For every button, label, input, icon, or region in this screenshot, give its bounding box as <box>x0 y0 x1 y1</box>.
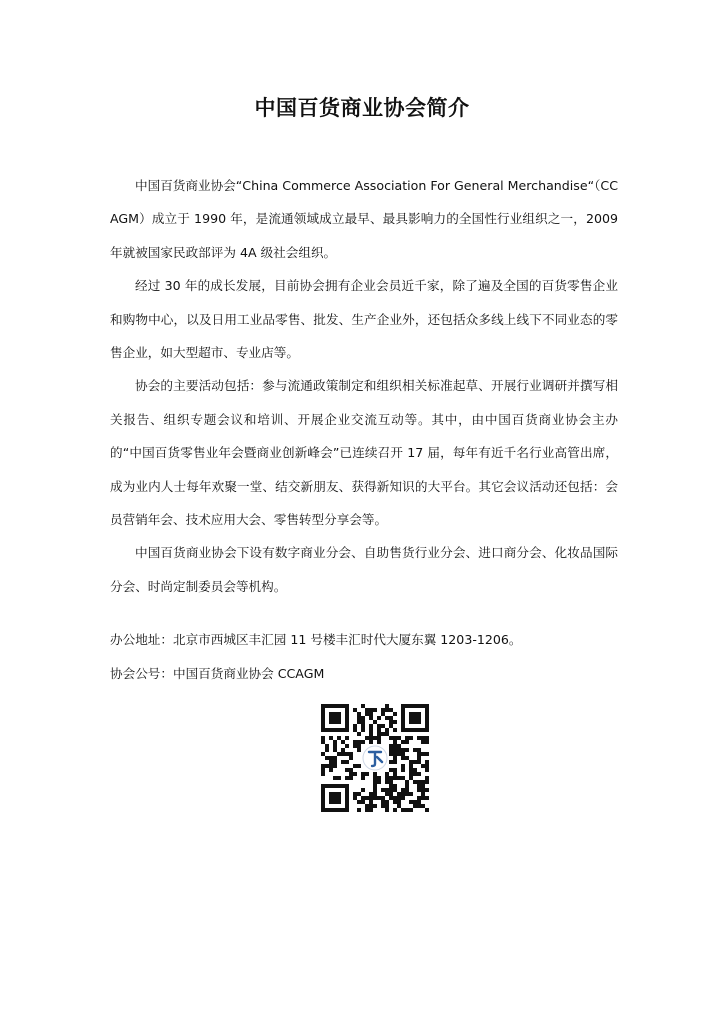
qr-module <box>393 712 397 716</box>
qr-module <box>369 724 373 728</box>
qr-module <box>353 772 357 776</box>
qr-module <box>365 712 369 716</box>
qr-module <box>365 708 369 712</box>
qr-module <box>413 780 417 784</box>
qr-module <box>385 732 389 736</box>
qr-module <box>373 776 377 780</box>
qr-module <box>417 736 421 740</box>
qr-module <box>341 752 345 756</box>
qr-module <box>353 724 357 728</box>
qr-module <box>393 800 397 804</box>
qr-module <box>361 788 365 792</box>
qr-module <box>357 732 361 736</box>
qr-module <box>389 744 393 748</box>
qr-module <box>425 760 429 764</box>
qr-module <box>385 792 389 796</box>
qr-module <box>373 772 377 776</box>
qr-module <box>413 804 417 808</box>
qr-module <box>377 736 381 740</box>
qr-module <box>337 752 341 756</box>
qr-module <box>353 792 357 796</box>
qr-module <box>425 764 429 768</box>
qr-module <box>333 776 337 780</box>
qr-module <box>321 764 325 768</box>
qr-module <box>381 796 385 800</box>
qr-module <box>409 776 413 780</box>
qr-module <box>409 736 413 740</box>
qr-module <box>349 776 353 780</box>
qr-module <box>405 808 409 812</box>
qr-module <box>365 736 369 740</box>
qr-module <box>333 756 337 760</box>
qr-module <box>401 752 405 756</box>
qr-module <box>361 704 365 708</box>
qr-module <box>361 796 365 800</box>
qr-module <box>421 796 425 800</box>
qr-module <box>409 760 413 764</box>
qr-module <box>417 784 421 788</box>
qr-module <box>361 728 365 732</box>
qr-module <box>417 800 421 804</box>
qr-module <box>409 768 413 772</box>
qr-module <box>377 728 381 732</box>
qr-module <box>321 752 325 756</box>
qr-module <box>393 756 397 760</box>
qr-module <box>377 740 381 744</box>
qr-module <box>405 792 409 796</box>
qr-module <box>361 720 365 724</box>
qr-module <box>385 776 389 780</box>
qr-module <box>377 776 381 780</box>
qr-module <box>409 772 413 776</box>
qr-module <box>381 708 385 712</box>
qr-module <box>393 760 397 764</box>
qr-module <box>389 796 393 800</box>
qr-module <box>425 796 429 800</box>
qr-module <box>397 736 401 740</box>
qr-module <box>369 732 373 736</box>
qr-module <box>373 720 377 724</box>
qr-module <box>369 712 373 716</box>
qr-module <box>393 776 397 780</box>
qr-module <box>425 740 429 744</box>
page-title: 中国百货商业协会简介 <box>254 96 470 120</box>
qr-module <box>325 744 329 748</box>
qr-module <box>413 800 417 804</box>
qr-module <box>397 776 401 780</box>
qr-module <box>405 740 409 744</box>
qr-module <box>385 804 389 808</box>
qr-module <box>369 792 373 796</box>
qr-module <box>381 732 385 736</box>
qr-module <box>397 792 401 796</box>
qr-module <box>389 736 393 740</box>
qr-module <box>321 736 325 740</box>
qr-module <box>401 792 405 796</box>
qr-module <box>389 780 393 784</box>
qr-module <box>361 740 365 744</box>
qr-module <box>425 780 429 784</box>
qr-module <box>393 720 397 724</box>
qr-module <box>349 768 353 772</box>
qr-module <box>365 808 369 812</box>
qr-module <box>325 756 329 760</box>
qr-module <box>425 808 429 812</box>
qr-module <box>417 804 421 808</box>
qr-module <box>397 748 401 752</box>
qr-module <box>329 756 333 760</box>
qr-module <box>369 736 373 740</box>
qr-module <box>369 796 373 800</box>
paragraph-branches: 中国百货商业协会下设有数字商业分会、自助售货行业分会、进口商分会、化妆品国际分会、时尚定制委员会等机构。 <box>110 545 618 594</box>
qr-module <box>417 752 421 756</box>
qr-module <box>389 788 393 792</box>
qr-module <box>393 768 397 772</box>
qr-module <box>357 712 361 716</box>
qr-module <box>385 716 389 720</box>
qr-module <box>333 744 337 748</box>
qr-module <box>421 736 425 740</box>
qr-module <box>341 740 345 744</box>
qr-module <box>373 796 377 800</box>
qr-module <box>421 788 425 792</box>
qr-module <box>377 780 381 784</box>
qr-module <box>417 756 421 760</box>
qr-module <box>349 756 353 760</box>
qr-module <box>385 808 389 812</box>
qr-module <box>393 796 397 800</box>
qr-module <box>385 772 389 776</box>
qr-module <box>421 780 425 784</box>
qr-module <box>389 724 393 728</box>
qr-module <box>329 736 333 740</box>
qr-module <box>417 780 421 784</box>
qr-module <box>401 776 405 780</box>
qr-module <box>365 772 369 776</box>
qr-module <box>373 708 377 712</box>
qr-module <box>353 764 357 768</box>
qr-module <box>389 708 393 712</box>
qr-module <box>401 740 405 744</box>
association-logo-icon <box>363 746 387 770</box>
qr-module <box>345 776 349 780</box>
qr-module <box>377 732 381 736</box>
qr-module <box>401 788 405 792</box>
qr-module <box>385 704 389 708</box>
qr-module <box>321 768 325 772</box>
qr-module <box>425 752 429 756</box>
qr-module <box>369 800 373 804</box>
qr-module <box>389 752 393 756</box>
qr-module <box>369 808 373 812</box>
office-address: 办公地址：北京市西城区丰汇园 11 号楼丰汇时代大厦东翼 1203-1206。 <box>110 632 522 647</box>
qr-module <box>369 708 373 712</box>
qr-finder-top-left <box>321 704 349 732</box>
qr-module <box>389 716 393 720</box>
qr-module <box>405 756 409 760</box>
qr-module <box>385 708 389 712</box>
qr-module <box>345 760 349 764</box>
qr-finder-top-right <box>401 704 429 732</box>
qr-module <box>425 768 429 772</box>
qr-module <box>353 708 357 712</box>
qr-module <box>417 760 421 764</box>
qr-module <box>329 764 333 768</box>
qr-module <box>357 808 361 812</box>
qr-module <box>353 796 357 800</box>
qr-module <box>417 748 421 752</box>
qr-finder-bottom-left <box>321 784 349 812</box>
paragraph-intro: 中国百货商业协会“China Commerce Association For General Merchandise“（CCAGM）成立于 1990 年，是流通领域成立最早、最具影响力的全国性行业组织之一，2009 年就被国家民政部评为 4A 级社会组织。 <box>110 178 618 260</box>
qr-module <box>353 744 357 748</box>
qr-module <box>373 788 377 792</box>
qr-module <box>333 764 337 768</box>
qr-module <box>345 736 349 740</box>
qr-module <box>361 800 365 804</box>
qr-module <box>397 800 401 804</box>
qr-module <box>345 752 349 756</box>
qr-module <box>409 800 413 804</box>
qr-module <box>329 760 333 764</box>
qr-module <box>417 796 421 800</box>
qr-module <box>405 780 409 784</box>
qr-module <box>357 800 361 804</box>
qr-module <box>321 772 325 776</box>
qr-module <box>409 764 413 768</box>
qr-module <box>369 716 373 720</box>
qr-module <box>385 788 389 792</box>
qr-module <box>385 728 389 732</box>
qr-module <box>365 796 369 800</box>
qr-module <box>413 760 417 764</box>
qr-module <box>381 712 385 716</box>
qr-module <box>385 780 389 784</box>
qr-module <box>369 728 373 732</box>
qr-module <box>393 788 397 792</box>
qr-module <box>425 776 429 780</box>
qr-module <box>377 724 381 728</box>
paragraph-activities: 协会的主要活动包括：参与流通政策制定和组织相关标准起草、开展行业调研并撰写相关报告、组织专题会议和培训、开展企业交流互动等。其中，由中国百货商业协会主办的“中国百货零售业年会暨商业创新峰会”已连续召开 17 届，每年有近千名行业高管出席，成为业内人士每年欢聚一堂、结交新朋友、获得新知识的大平台。其它会议活动还包括：会员营销年会、技术应用大会、零售转型分享会等。 <box>110 378 618 528</box>
qr-module <box>421 784 425 788</box>
qr-module <box>341 748 345 752</box>
qr-module <box>329 768 333 772</box>
qr-module <box>373 736 377 740</box>
qr-module <box>361 776 365 780</box>
qr-module <box>417 772 421 776</box>
qr-module <box>353 740 357 744</box>
qr-code-icon <box>319 702 431 814</box>
qr-module <box>381 724 385 728</box>
qr-module <box>393 744 397 748</box>
qr-module <box>345 768 349 772</box>
qr-module <box>393 784 397 788</box>
qr-module <box>397 796 401 800</box>
qr-module <box>417 788 421 792</box>
qr-module <box>425 736 429 740</box>
qr-module <box>401 808 405 812</box>
qr-module <box>333 748 337 752</box>
qr-module <box>357 764 361 768</box>
qr-module <box>349 772 353 776</box>
qr-module <box>401 764 405 768</box>
qr-module <box>397 752 401 756</box>
qr-module <box>389 720 393 724</box>
qr-module <box>373 792 377 796</box>
qr-module <box>365 804 369 808</box>
qr-module <box>369 804 373 808</box>
qr-module <box>333 740 337 744</box>
qr-module <box>413 772 417 776</box>
qr-module <box>361 724 365 728</box>
qr-module <box>341 760 345 764</box>
qr-module <box>405 736 409 740</box>
qr-module <box>381 804 385 808</box>
qr-module <box>393 728 397 732</box>
qr-module <box>405 788 409 792</box>
qr-module <box>409 808 413 812</box>
qr-module <box>325 748 329 752</box>
qr-module <box>401 748 405 752</box>
qr-module <box>381 800 385 804</box>
qr-module <box>393 736 397 740</box>
qr-module <box>389 768 393 772</box>
qr-module <box>405 784 409 788</box>
qr-module <box>373 784 377 788</box>
qr-module <box>361 716 365 720</box>
qr-module <box>401 796 405 800</box>
qr-module <box>389 776 393 780</box>
qr-module <box>357 716 361 720</box>
qr-module <box>393 752 397 756</box>
qr-module <box>373 780 377 784</box>
qr-module <box>389 784 393 788</box>
qr-module <box>389 748 393 752</box>
qr-module <box>425 788 429 792</box>
qr-module <box>337 736 341 740</box>
qr-module <box>389 792 393 796</box>
qr-module <box>337 776 341 780</box>
qr-module <box>357 792 361 796</box>
qr-module <box>421 752 425 756</box>
qr-module <box>321 740 325 744</box>
qr-module <box>385 800 389 804</box>
qr-module <box>373 804 377 808</box>
qr-module <box>333 760 337 764</box>
qr-module <box>357 744 361 748</box>
qr-module <box>349 752 353 756</box>
qr-module <box>393 748 397 752</box>
qr-module <box>345 744 349 748</box>
qr-module <box>393 772 397 776</box>
qr-module <box>389 760 393 764</box>
qr-module <box>393 808 397 812</box>
qr-module <box>401 768 405 772</box>
qr-module <box>401 756 405 760</box>
qr-module <box>357 720 361 724</box>
qr-module <box>377 716 381 720</box>
qr-module <box>377 796 381 800</box>
qr-module <box>325 764 329 768</box>
public-account: 协会公号：中国百货商业协会 CCAGM <box>110 666 325 681</box>
document-body <box>110 169 618 603</box>
qr-module <box>357 740 361 744</box>
qr-module <box>421 792 425 796</box>
qr-module <box>397 804 401 808</box>
qr-module <box>357 748 361 752</box>
qr-code <box>319 702 431 814</box>
qr-module <box>413 748 417 752</box>
qr-module <box>409 792 413 796</box>
qr-module <box>361 772 365 776</box>
qr-module <box>381 788 385 792</box>
qr-module <box>421 740 425 744</box>
qr-module <box>413 768 417 772</box>
qr-module <box>421 804 425 808</box>
qr-module <box>393 740 397 744</box>
paragraph-development: 经过 30 年的成长发展，目前协会拥有企业会员近千家，除了遍及全国的百货零售企业和购物中心，以及日用工业品零售、批发、生产企业外，还包括众多线上线下不同业态的零售企业，如大型超市、专业店等。 <box>110 278 618 361</box>
qr-module <box>397 744 401 748</box>
qr-module <box>353 728 357 732</box>
qr-module <box>421 764 425 768</box>
qr-module <box>369 740 373 744</box>
qr-module <box>405 748 409 752</box>
